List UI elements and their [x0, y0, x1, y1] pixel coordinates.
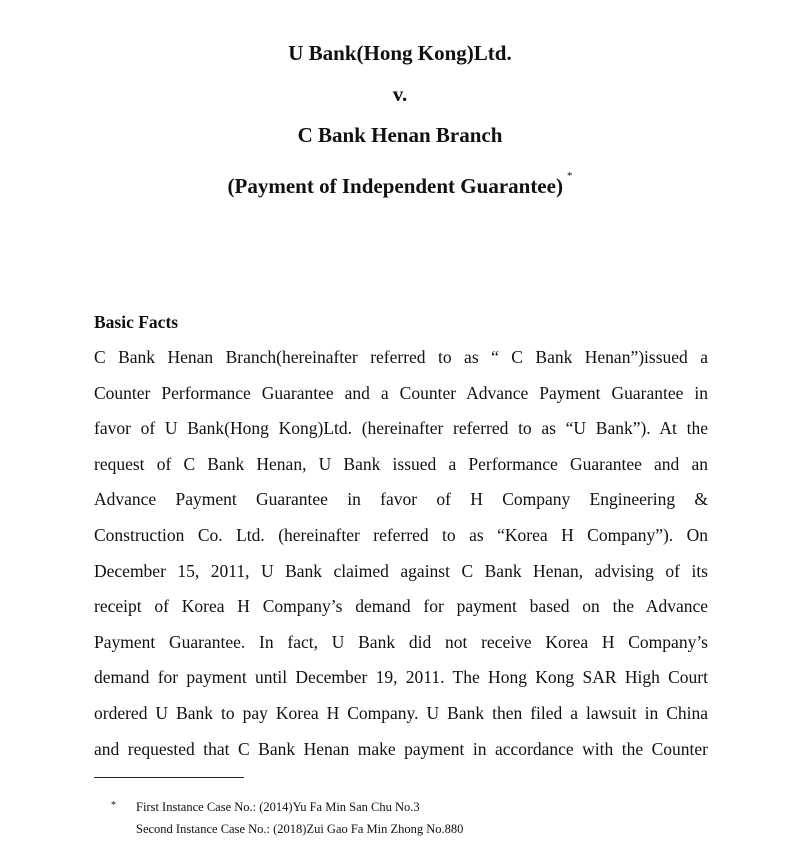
paragraph-line: Payment Guarantee. In fact, U Bank did not receive Korea H Company’s [94, 631, 708, 652]
title-versus: v. [392, 82, 408, 106]
paragraph-line: Counter Performance Guarantee and a Counter Advance Payment Guarantee in [94, 382, 708, 403]
section-heading: Basic Facts [94, 312, 179, 332]
title-defendant: C Bank Henan Branch [297, 123, 503, 147]
title-subject-text: (Payment of Independent Guarantee) [227, 174, 563, 198]
paragraph-line: receipt of Korea H Company’s demand for payment based on the Advance [94, 596, 708, 617]
basic-facts-paragraph [94, 343, 708, 770]
second-instance-case-no: Second Instance Case No.: (2018)Zui Gao Fa Min Zhong No.880 [136, 822, 464, 836]
paragraph-line: request of C Bank Henan, U Bank issued a Performance Guarantee and an [94, 453, 708, 474]
paragraph-line: December 15, 2011, U Bank claimed against C Bank Henan, advising of its [94, 560, 708, 581]
footnote-line-second-instance [118, 818, 463, 840]
paragraph-line: demand for payment until December 19, 2011. The Hong Kong SAR High Court [94, 667, 708, 688]
paragraph-line: and requested that C Bank Henan make payment in accordance with the Counter [94, 738, 708, 759]
footnote [111, 796, 464, 840]
paragraph-line: favor of U Bank(Hong Kong)Ltd. (hereinafter referred to as “U Bank”). At the [94, 418, 708, 439]
paragraph-line: Construction Co. Ltd. (hereinafter referred to as “Korea H Company”). On [94, 524, 708, 545]
footnote-marker: * [111, 800, 116, 811]
paragraph-line: ordered U Bank to pay Korea H Company. U Bank then filed a lawsuit in China [94, 702, 708, 723]
first-instance-case-no: First Instance Case No.: (2014)Yu Fa Min San Chu No.3 [136, 800, 420, 814]
footnote-line-first-instance [111, 796, 463, 818]
footnote-divider [94, 777, 244, 778]
title-plaintiff: U Bank(Hong Kong)Ltd. [288, 41, 512, 65]
footnote-reference[interactable]: * [566, 170, 573, 182]
paragraph-line: Advance Payment Guarantee in favor of H Company Engineering & [94, 489, 708, 510]
case-title [0, 38, 800, 202]
title-subject [0, 161, 800, 202]
paragraph-line: C Bank Henan Branch(hereinafter referred to as “ C Bank Henan”)issued a [94, 347, 708, 367]
